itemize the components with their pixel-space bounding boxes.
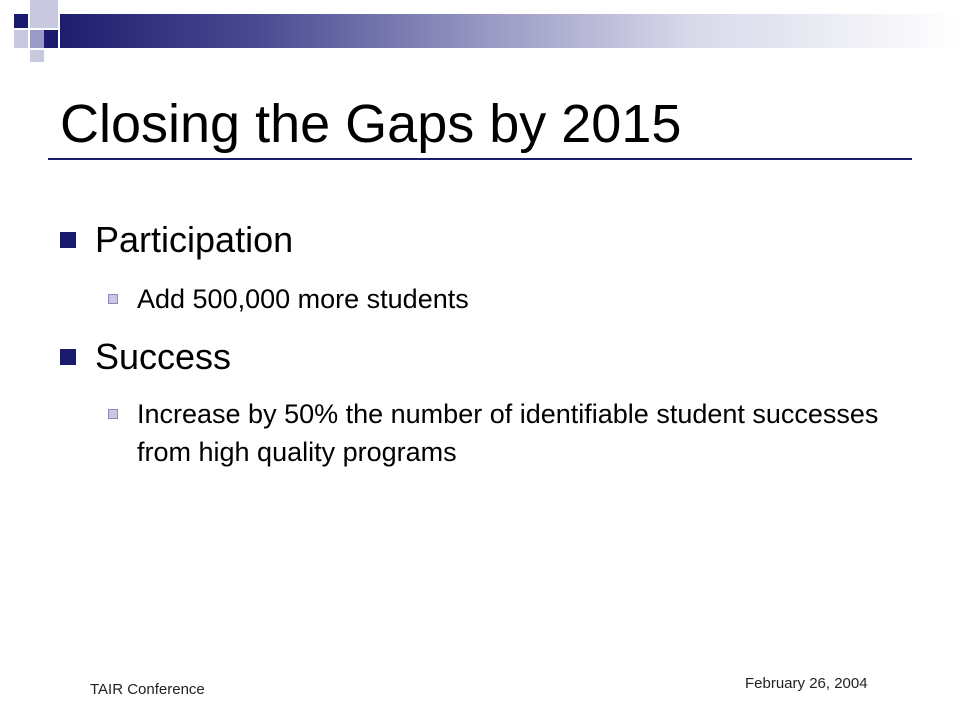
corner-square-navy-2 bbox=[44, 30, 58, 48]
small-square-bullet-icon bbox=[108, 294, 118, 304]
slide-title: Closing the Gaps by 2015 bbox=[60, 94, 682, 154]
sub-bullet-label: Increase by 50% the number of identifiable student successes from high quality programs bbox=[137, 399, 879, 467]
footer-date: February 26, 2004 bbox=[745, 675, 868, 692]
corner-square-light-1 bbox=[30, 0, 58, 28]
title-underline bbox=[48, 158, 912, 160]
bullet-label: Participation bbox=[95, 219, 294, 260]
corner-square-light-2 bbox=[14, 30, 28, 48]
footer-conference: TAIR Conference bbox=[90, 681, 205, 698]
corner-square-light-3 bbox=[30, 50, 44, 62]
square-bullet-icon bbox=[60, 349, 76, 365]
square-bullet-icon bbox=[60, 232, 76, 248]
small-square-bullet-icon bbox=[108, 409, 118, 419]
sub-bullet-label: Add 500,000 more students bbox=[137, 284, 469, 314]
bullet-label: Success bbox=[95, 336, 232, 377]
corner-square-navy-1 bbox=[14, 14, 28, 28]
header-gradient-band bbox=[60, 14, 960, 48]
corner-square-mid-1 bbox=[30, 30, 44, 48]
